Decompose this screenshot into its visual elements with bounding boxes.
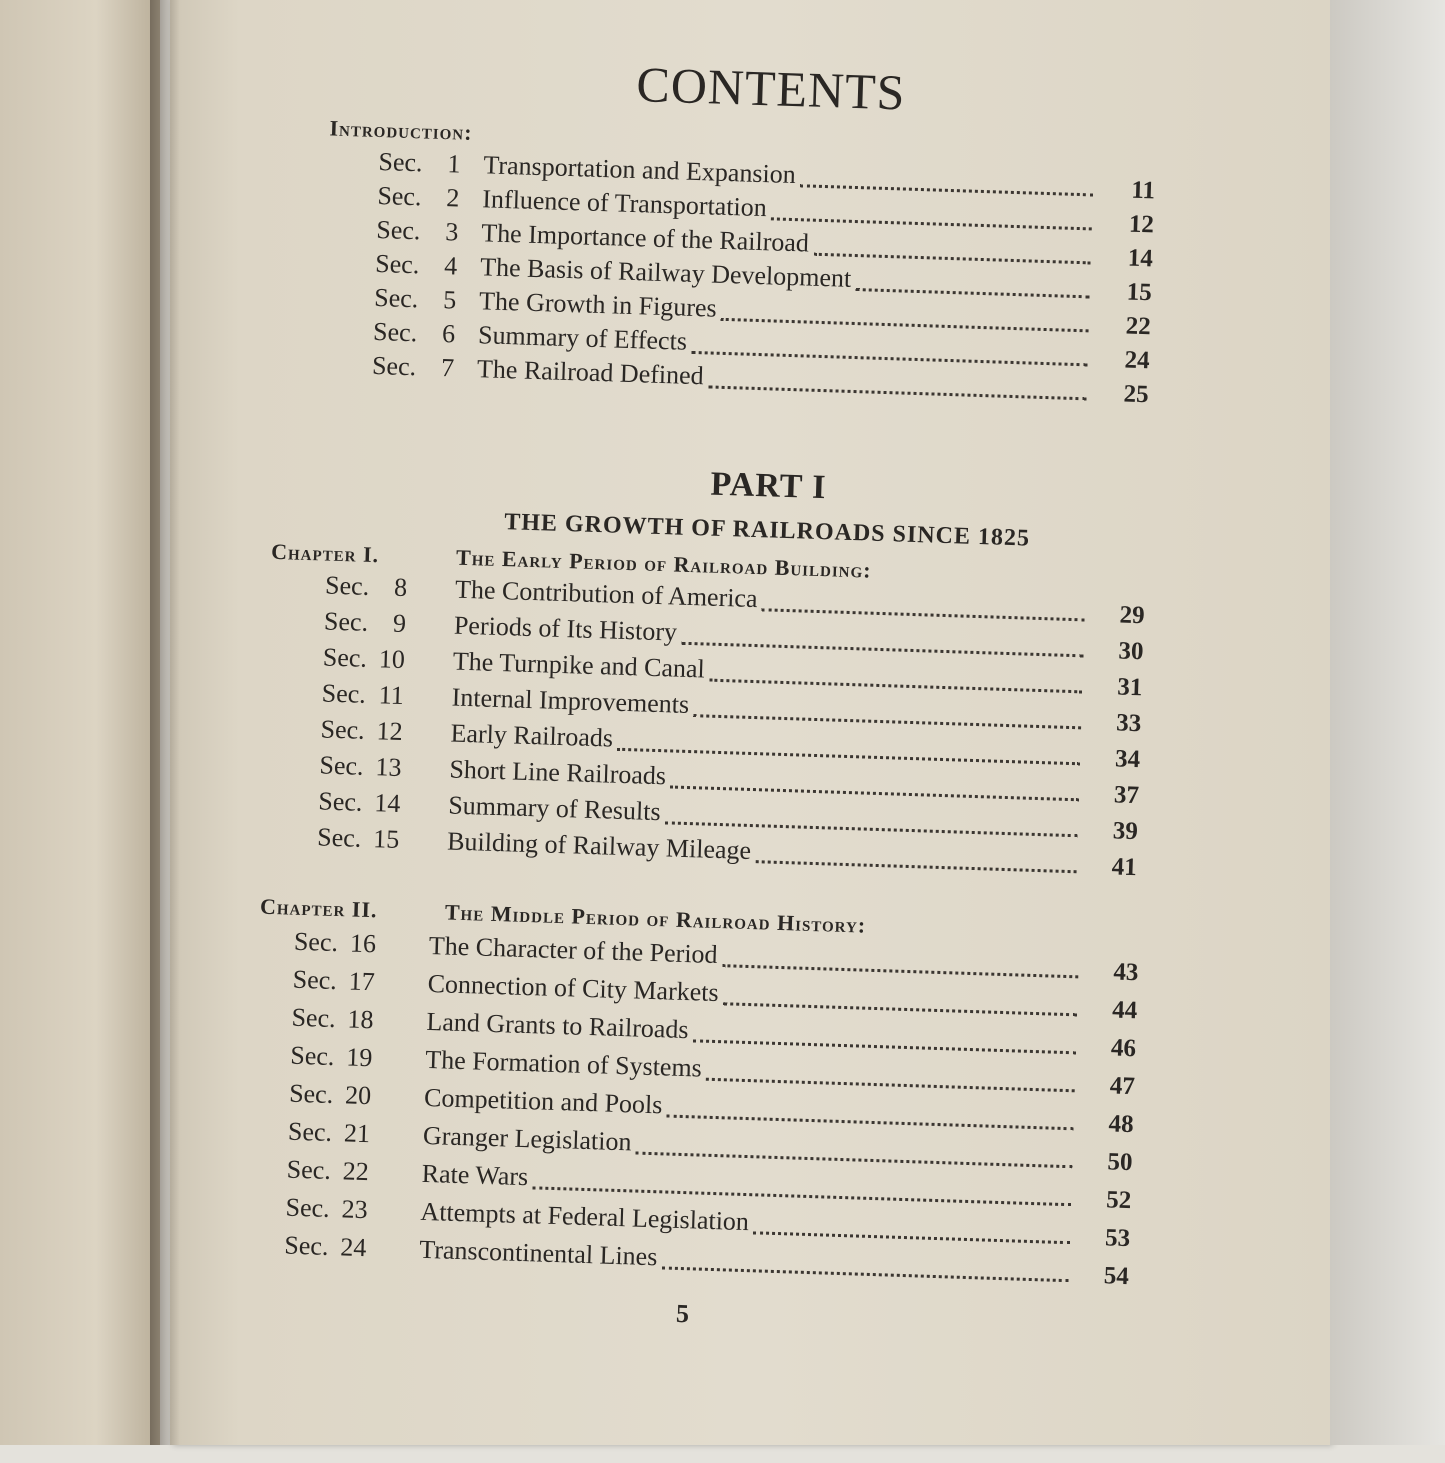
section-label: Sec. <box>287 1116 333 1147</box>
part-subtitle: THE GROWTH OF RAILROADS SINCE 1825 <box>503 509 1031 552</box>
section-label: Sec. <box>323 606 369 637</box>
section-label: Sec. <box>371 350 417 382</box>
entry-title: The Growth in Figures <box>478 286 718 323</box>
entry-title: Short Line Railroads <box>449 754 667 791</box>
page-reference: 52 <box>1105 1186 1132 1215</box>
dot-leader <box>753 1207 1070 1244</box>
section-label: Sec. <box>283 1230 329 1261</box>
section-label: Sec. <box>285 1192 331 1223</box>
entry-title: Land Grants to Railroads <box>426 1006 689 1045</box>
section-number: 23 <box>341 1194 369 1225</box>
section-number: 16 <box>349 928 377 959</box>
section-label: Sec. <box>317 786 363 817</box>
table-surface <box>1330 0 1445 1445</box>
entry-title: Transportation and Expansion <box>483 150 797 190</box>
page-reference: 33 <box>1115 709 1142 738</box>
entry-title: The Contribution of America <box>454 574 758 614</box>
section-number: 12 <box>376 716 404 747</box>
section-label: Sec. <box>293 926 339 958</box>
section-number: 3 <box>444 217 459 247</box>
page-reference: 48 <box>1108 1110 1135 1139</box>
entry-title: Internal Improvements <box>451 682 690 719</box>
chapter-2-label: Chapter II. <box>259 893 378 923</box>
entry-title: Summary of Results <box>447 790 662 827</box>
section-label: Sec. <box>324 570 370 601</box>
section-number: 7 <box>440 353 455 383</box>
dot-leader <box>800 160 1093 196</box>
page-reference: 11 <box>1130 176 1156 205</box>
entry-title: The Railroad Defined <box>476 354 705 391</box>
entry-title: The Character of the Period <box>428 930 719 970</box>
dot-leader <box>722 940 1079 978</box>
section-number: 6 <box>441 319 456 349</box>
section-label: Sec. <box>378 146 424 178</box>
section-label: Sec. <box>292 964 338 996</box>
entry-title: Early Railroads <box>450 718 614 753</box>
section-label: Sec. <box>316 822 362 853</box>
page-reference: 43 <box>1113 958 1139 987</box>
page-reference: 25 <box>1123 380 1149 409</box>
contents-text-block <box>129 0 1334 1463</box>
entry-title: The Turnpike and Canal <box>452 646 706 684</box>
section-number: 8 <box>393 572 408 603</box>
entry-title: The Importance of the Railroad <box>480 218 810 258</box>
page-reference: 22 <box>1125 312 1152 341</box>
section-label: Sec. <box>375 214 421 246</box>
entry-title: Connection of City Markets <box>427 968 720 1008</box>
page-reference: 44 <box>1111 996 1138 1025</box>
section-number: 10 <box>378 644 406 675</box>
book-gutter-shadow <box>150 0 180 1445</box>
entry-title: Building of Railway Mileage <box>446 826 752 866</box>
section-number: 4 <box>443 251 458 281</box>
entry-title: Rate Wars <box>421 1158 529 1192</box>
section-number: 9 <box>392 608 407 639</box>
section-label: Sec. <box>319 750 365 781</box>
page-reference: 54 <box>1103 1262 1130 1291</box>
section-number: 24 <box>339 1232 367 1263</box>
section-label: Sec. <box>288 1078 334 1110</box>
section-number: 17 <box>348 966 376 997</box>
section-number: 21 <box>343 1118 371 1149</box>
entry-title: Periods of Its History <box>453 610 678 647</box>
section-label: Sec. <box>321 678 367 709</box>
section-label: Sec. <box>373 282 419 314</box>
section-number: 19 <box>345 1042 373 1073</box>
page-number: 5 <box>675 1298 690 1329</box>
page-reference: 12 <box>1128 210 1155 239</box>
section-label: Sec. <box>291 1002 337 1034</box>
section-label: Sec. <box>374 248 420 280</box>
section-label: Sec. <box>286 1154 332 1185</box>
page-reference: 46 <box>1110 1034 1137 1063</box>
section-label: Sec. <box>320 714 366 745</box>
page-reference: 24 <box>1124 346 1151 375</box>
entry-title: Attempts at Federal Legislation <box>420 1196 750 1237</box>
entry-title: The Basis of Railway Development <box>479 252 852 293</box>
page-reference: 29 <box>1119 601 1146 630</box>
section-label: Sec. <box>377 180 422 212</box>
section-number: 11 <box>378 680 405 711</box>
entry-title: The Formation of Systems <box>424 1044 703 1083</box>
chapter-2-title: The Middle Period of Railroad History: <box>444 899 867 938</box>
entry-title: Transcontinental Lines <box>418 1234 658 1272</box>
section-number: 20 <box>344 1080 372 1111</box>
entry-title: Summary of Effects <box>477 320 688 356</box>
section-number: 22 <box>342 1156 370 1187</box>
page-reference: 37 <box>1113 781 1140 810</box>
page-reference: 53 <box>1104 1224 1131 1253</box>
section-number: 14 <box>373 788 401 818</box>
page-title: CONTENTS <box>635 56 907 121</box>
section-number: 1 <box>447 149 461 179</box>
entry-title: Influence of Transportation <box>481 184 768 223</box>
page-reference: 31 <box>1116 673 1143 702</box>
page-reference: 41 <box>1111 853 1138 882</box>
entry-title: Granger Legislation <box>422 1120 632 1157</box>
page-reference: 39 <box>1112 817 1139 846</box>
chapter-1-title: The Early Period of Railroad Building: <box>455 544 872 583</box>
section-number: 5 <box>442 285 457 315</box>
dot-leader <box>723 978 1078 1016</box>
entry-title: Competition and Pools <box>423 1082 663 1120</box>
dot-leader <box>762 584 1085 621</box>
introduction-heading: Introduction: <box>329 115 473 145</box>
section-label: Sec. <box>372 316 418 348</box>
section-label: Sec. <box>289 1040 335 1072</box>
section-number: 15 <box>372 824 400 854</box>
chapter-1-label: Chapter I. <box>270 538 380 568</box>
section-label: Sec. <box>322 642 368 673</box>
page-reference: 47 <box>1109 1072 1136 1101</box>
part-title: PART I <box>709 465 828 507</box>
page-reference: 34 <box>1114 745 1141 774</box>
section-number: 18 <box>347 1004 375 1035</box>
section-number: 13 <box>375 752 402 782</box>
book-page <box>170 0 1330 1445</box>
page-reference: 15 <box>1126 278 1153 307</box>
section-number: 2 <box>445 183 460 213</box>
page-reference: 14 <box>1127 244 1154 273</box>
page-reference: 50 <box>1107 1148 1133 1177</box>
page-reference: 30 <box>1118 637 1144 666</box>
